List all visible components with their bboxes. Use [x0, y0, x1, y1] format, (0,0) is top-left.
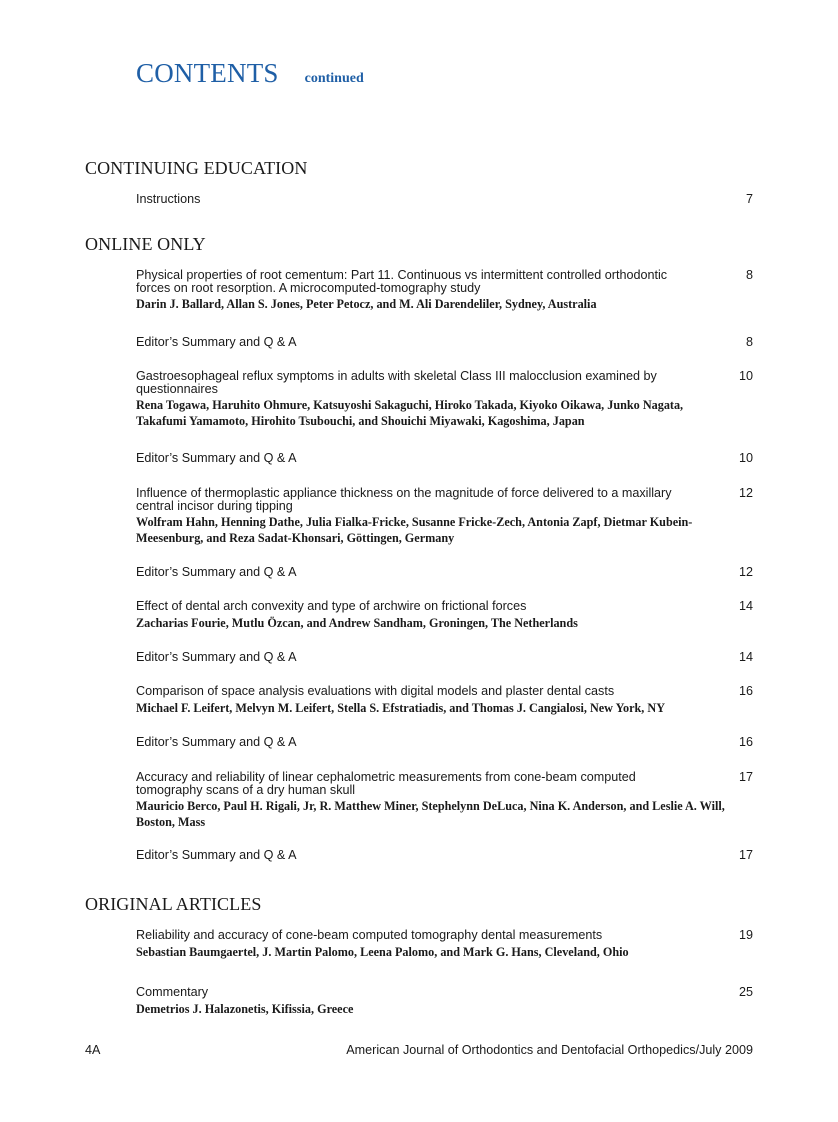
entry-page-number: 19 [738, 928, 753, 942]
toc-entry[interactable] [136, 566, 753, 579]
entry-authors: Demetrios J. Halazonetis, Kifissia, Greece [136, 1001, 354, 1016]
entry-title[interactable]: Influence of thermoplastic appliance thickness on the magnitude of force delivered to a maxillary central incisor during tipping [136, 486, 672, 513]
entry-title[interactable]: Editor’s Summary and Q & A [136, 735, 297, 749]
toc-entry[interactable] [136, 370, 753, 429]
entry-title[interactable]: Effect of dental arch convexity and type of archwire on frictional forces [136, 599, 527, 613]
toc-entry[interactable] [136, 771, 753, 830]
contents-header [136, 58, 364, 89]
section-heading-continuing-education: CONTINUING EDUCATION [85, 158, 308, 178]
entry-title[interactable]: Comparison of space analysis evaluations with digital models and plaster dental casts [136, 684, 615, 698]
entry-title[interactable]: Editor’s Summary and Q & A [136, 565, 297, 579]
entry-page-number: 16 [738, 684, 753, 698]
entry-title[interactable]: Instructions [136, 192, 201, 206]
entry-title[interactable]: Reliability and accuracy of cone-beam computed tomography dental measurements [136, 928, 603, 942]
toc-entry[interactable] [136, 736, 753, 749]
entry-page-number: 12 [738, 486, 753, 500]
toc-entry[interactable] [136, 849, 753, 862]
toc-entry[interactable] [136, 929, 753, 960]
entry-page-number: 12 [738, 565, 753, 579]
entry-page-number: 10 [738, 451, 753, 465]
section-heading-online-only: ONLINE ONLY [85, 234, 206, 254]
entry-page-number: 10 [738, 369, 753, 383]
entry-title[interactable]: Physical properties of root cementum: Part 11. Continuous vs intermittent controlled orthodontic forces on root resorption. A microcomputed-tomography study [136, 268, 668, 295]
toc-entry[interactable] [136, 269, 753, 312]
entry-authors: Wolfram Hahn, Henning Dathe, Julia Fialka-Fricke, Susanne Fricke-Zech, Antonia Zapf, Dietmar Kubein-Meesenburg, and Reza Sadat-Khonsari, Göttingen, Germany [136, 515, 693, 545]
toc-entry[interactable] [136, 986, 753, 1017]
entry-page-number: 14 [738, 650, 753, 664]
entry-title[interactable]: Editor’s Summary and Q & A [136, 848, 297, 862]
entry-authors: Mauricio Berco, Paul H. Rigali, Jr, R. Matthew Miner, Stephelynn DeLuca, Nina K. Anderson, and Leslie A. Will, Boston, Mass [136, 799, 725, 829]
entry-page-number: 17 [738, 848, 753, 862]
entry-page-number: 7 [745, 192, 753, 206]
entry-page-number: 8 [745, 268, 753, 282]
entry-page-number: 14 [738, 599, 753, 613]
entry-authors: Zacharias Fourie, Mutlu Özcan, and Andrew Sandham, Groningen, The Netherlands [136, 615, 578, 630]
entry-title[interactable]: Accuracy and reliability of linear cephalometric measurements from cone-beam computed tomography scans of a dry human skull [136, 770, 636, 797]
entry-authors: Sebastian Baumgaertel, J. Martin Palomo, Leena Palomo, and Mark G. Hans, Cleveland, Ohio [136, 944, 629, 959]
toc-entry[interactable] [136, 600, 753, 631]
entry-page-number: 25 [738, 985, 753, 999]
entry-title[interactable]: Editor’s Summary and Q & A [136, 451, 297, 465]
footer-journal: American Journal of Orthodontics and Dentofacial Orthopedics/July 2009 [346, 1043, 753, 1057]
toc-entry[interactable] [136, 685, 753, 716]
toc-entry[interactable] [136, 452, 753, 465]
footer-page-label: 4A [85, 1043, 101, 1057]
entry-title[interactable]: Commentary [136, 985, 209, 999]
entry-authors: Darin J. Ballard, Allan S. Jones, Peter Petocz, and M. Ali Darendeliler, Sydney, Australia [136, 297, 597, 311]
entry-page-number: 8 [745, 335, 753, 349]
toc-entry[interactable] [136, 193, 753, 206]
toc-entry[interactable] [136, 651, 753, 664]
entry-title[interactable]: Editor’s Summary and Q & A [136, 650, 297, 664]
entry-authors: Michael F. Leifert, Melvyn M. Leifert, Stella S. Efstratiadis, and Thomas J. Cangialosi, New York, NY [136, 700, 665, 715]
entry-page-number: 16 [738, 735, 753, 749]
toc-entry[interactable] [136, 487, 753, 546]
page-title: CONTENTS [136, 58, 279, 88]
entry-authors: Rena Togawa, Haruhito Ohmure, Katsuyoshi Sakaguchi, Hiroko Takada, Kiyoko Oikawa, Junko Nagata, Takafumi Yamamoto, Hirohito Tsubouchi, and Shouichi Miyawaki, Kagoshima, Japan [136, 398, 684, 428]
entry-title[interactable]: Editor’s Summary and Q & A [136, 335, 297, 349]
toc-entry[interactable] [136, 336, 753, 349]
section-heading-original-articles: ORIGINAL ARTICLES [85, 894, 262, 914]
page-subtitle: continued [304, 71, 364, 86]
entry-page-number: 17 [738, 770, 753, 784]
entry-title[interactable]: Gastroesophageal reflux symptoms in adults with skeletal Class III malocclusion examined by questionnaires [136, 369, 657, 396]
